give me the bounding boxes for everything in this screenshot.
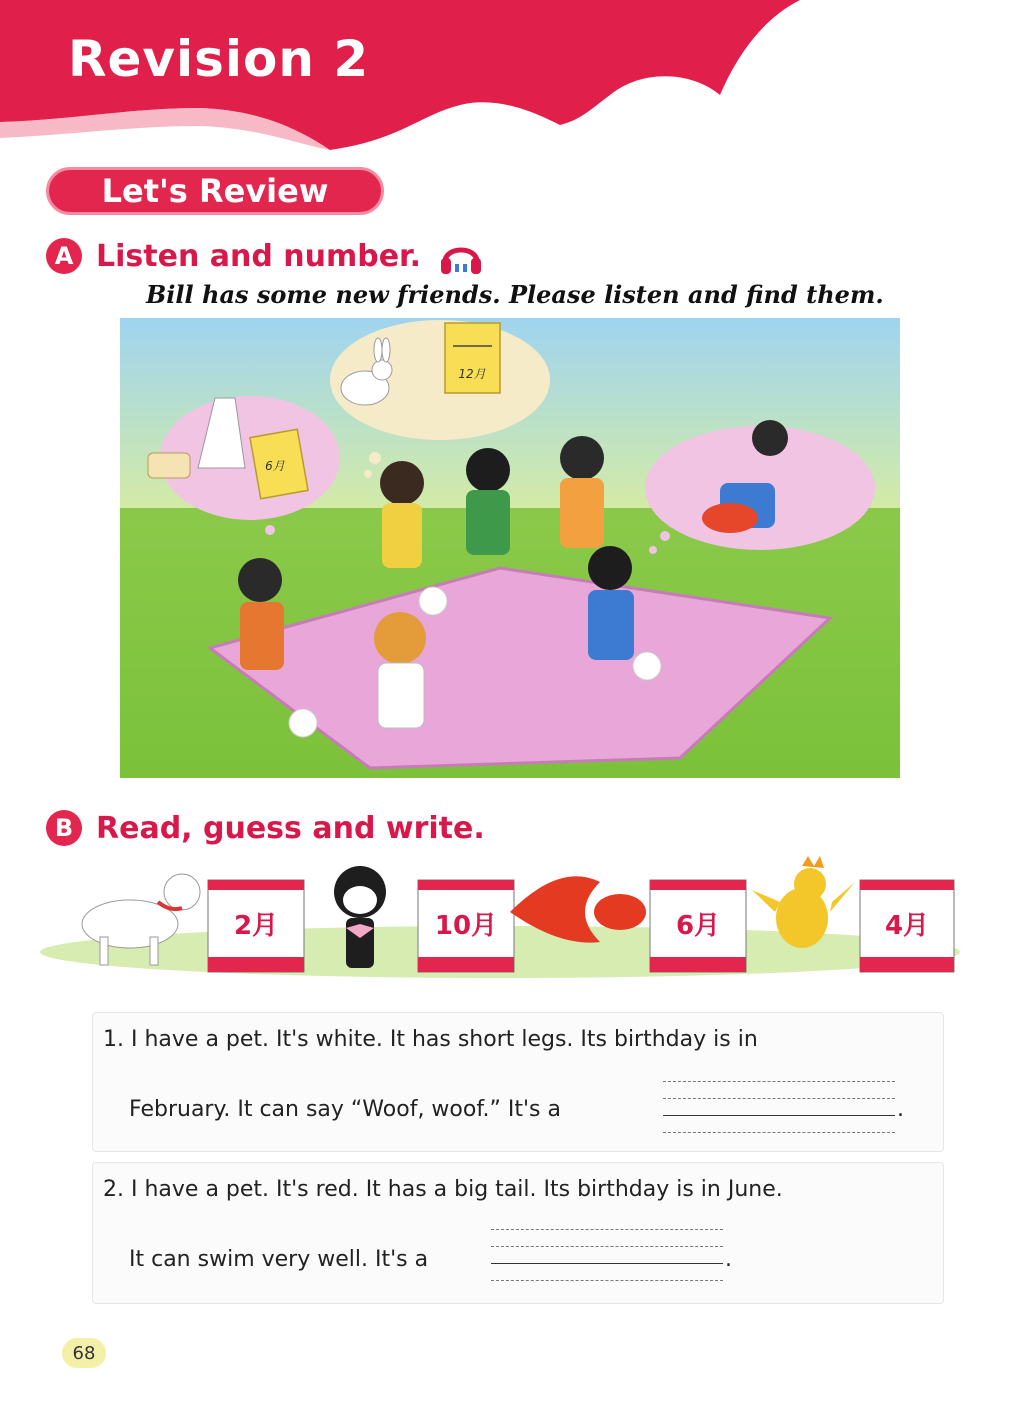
calendar-month: 10月 — [434, 911, 498, 941]
section-b-header — [46, 810, 485, 846]
question-1 — [92, 1012, 944, 1152]
calendar-card — [208, 880, 304, 972]
number-circle[interactable] — [633, 652, 661, 680]
calendar-month: 6月 — [675, 911, 721, 941]
question-1-period: . — [897, 1097, 904, 1122]
page-title: Revision 2 — [68, 30, 370, 88]
question-2 — [92, 1162, 944, 1304]
question-2-line-1: 2. I have a pet. It's red. It has a big tail. Its birthday is in June. — [103, 1177, 783, 1202]
picnic-scene-illustration — [120, 318, 900, 778]
question-2-line-2: It can swim very well. It's a — [129, 1247, 429, 1272]
question-2-period: . — [725, 1247, 732, 1272]
calendar-month: 2月 — [233, 911, 279, 941]
calendar-card — [860, 880, 954, 972]
section-b-title: Read, guess and write. — [96, 810, 485, 846]
number-circle[interactable] — [419, 587, 447, 615]
page-number: 68 — [62, 1338, 106, 1368]
calendar-card — [418, 880, 514, 972]
calendar-card — [650, 880, 746, 972]
question-1-line-2: February. It can say “Woof, woof.” It's a — [129, 1097, 561, 1122]
section-a-header — [46, 236, 483, 276]
calendar-june-label: 6月 — [265, 459, 285, 473]
calendar-december-label: 12月 — [458, 367, 486, 381]
section-a-badge: A — [46, 238, 82, 274]
calendar-month: 4月 — [884, 911, 930, 941]
headphones-icon — [439, 236, 483, 276]
lets-review-banner: Let's Review — [46, 167, 384, 215]
answer-blank-2[interactable] — [491, 1229, 723, 1281]
pets-calendar-row — [40, 852, 960, 982]
answer-blank-1[interactable] — [663, 1081, 895, 1133]
number-circle[interactable] — [289, 709, 317, 737]
question-1-line-1: 1. I have a pet. It's white. It has short legs. Its birthday is in — [103, 1027, 758, 1052]
section-a-instruction: Bill has some new friends. Please listen and find them. — [146, 280, 884, 309]
section-b-badge: B — [46, 810, 82, 846]
section-a-title: Listen and number. — [96, 238, 421, 274]
